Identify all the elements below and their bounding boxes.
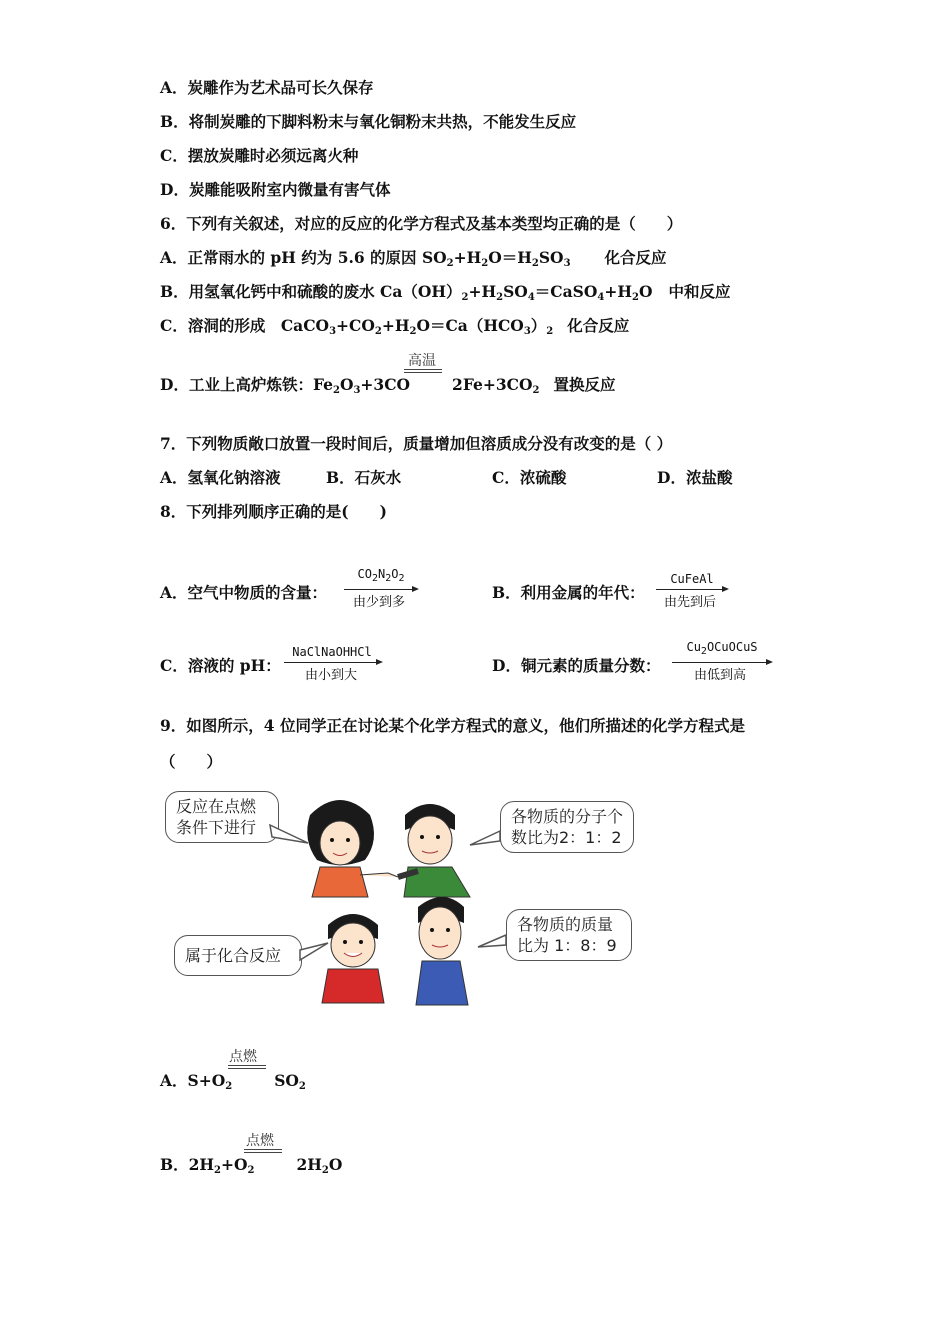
q9-illustration	[160, 785, 640, 1010]
q8-a-arrow-line	[344, 589, 414, 590]
boy-red-figure	[322, 914, 384, 1003]
q9-option-a: A．$S+O_2$ $SO_2$	[160, 1071, 306, 1092]
q6-option-d: D．工业上高炉炼铁：$Fe_2O_3+3CO$ $2Fe+3CO_2$ 置换反应	[160, 375, 616, 396]
q8-b-top: CuFeAl	[670, 572, 714, 586]
girl-figure	[307, 800, 398, 897]
q6-d-condition: 高温	[408, 353, 436, 369]
q8-option-c-label: C．溶液的 pH：	[160, 656, 281, 675]
q9-a-product: SO	[274, 1071, 299, 1090]
bubble-2-line-1: 各物质的分子个	[511, 807, 624, 826]
q6-b-type: 中和反应	[668, 282, 731, 301]
q7-stem: 7．下列物质敞口放置一段时间后，质量增加但溶质成分没有改变的是（ ）	[160, 434, 673, 453]
q6-d-label: D．工业上高炉炼铁：Fe	[160, 375, 333, 394]
q8-b-arrow-line	[656, 589, 724, 590]
q8-c-bottom: 由小到大	[304, 668, 357, 683]
bubble-4-line-2: 比为 1：8：9	[517, 936, 617, 955]
q9-b-condition: 点燃	[246, 1133, 274, 1149]
bubble-4-line-1: 各物质的质量	[517, 915, 614, 934]
q9-option-b: B．$2H_2+O_2$ $2H_2O$	[160, 1155, 343, 1176]
boy-green-figure	[398, 804, 470, 897]
q9-a-condition: 点燃	[229, 1049, 257, 1065]
q9-a-equals-sign	[228, 1065, 266, 1069]
bubble-2-line-2: 数比为2：1：2	[511, 828, 622, 847]
bubble-4-tail	[478, 935, 506, 947]
bubble-2-tail	[470, 831, 500, 845]
q8-d-top: $Cu_2OCuOCuS$	[686, 640, 758, 657]
man-blue-figure	[416, 897, 468, 1005]
q9-paren: （ ）	[160, 752, 223, 771]
q9-b-product: 2H	[296, 1155, 322, 1174]
q8-a-top: $CO_2N_2O_2$	[357, 567, 405, 584]
q9-b-equals-sign	[244, 1149, 282, 1153]
q8-d-arrow-line	[672, 662, 768, 663]
q6-option-a: A．正常雨水的 pH 约为 5.6 的原因 $SO_2+H_2O=H_2SO_3$ 化合反应	[160, 248, 667, 269]
students-drawing	[160, 785, 640, 1010]
bubble-1-tail	[270, 825, 308, 843]
bubble-3-text: 属于化合反应	[185, 946, 282, 965]
bubble-1-line-1: 反应在点燃	[176, 797, 257, 816]
q8-option-b-label: B．利用金属的年代：	[492, 583, 645, 602]
q8-stem: 8．下列排列顺序正确的是( )	[160, 502, 387, 521]
bubble-3-tail	[300, 943, 328, 960]
q6-c-type: 化合反应	[567, 316, 630, 335]
q7-option-d: D．浓盐酸	[657, 468, 733, 487]
q5-option-d: D．炭雕能吸附室内微量有害气体	[160, 180, 391, 199]
q6-option-b: B．用氢氧化钙中和硫酸的废水 $Ca(OH)_2+H_2SO_4=CaSO_4+H_2O$ 中和反应	[160, 282, 731, 303]
q7-option-c: C．浓硫酸	[492, 468, 567, 487]
q8-a-bottom: 由少到多	[352, 595, 405, 610]
q9-a-label: A．S+O	[160, 1071, 226, 1090]
q7-option-b: B．石灰水	[326, 468, 402, 487]
q9-b-label: B．2H	[160, 1155, 215, 1174]
q8-option-a-label: A．空气中物质的含量：	[160, 583, 328, 602]
q9-stem: 9．如图所示，4 位同学正在讨论某个化学方程式的意义，他们所描述的化学方程式是	[160, 716, 745, 735]
q8-d-bottom: 由低到高	[693, 668, 746, 683]
q7-option-a: A．氢氧化钠溶液	[160, 468, 281, 487]
q5-option-a: A．炭雕作为艺术品可长久保存	[160, 78, 374, 97]
q8-b-bottom: 由先到后	[663, 595, 716, 610]
q6-d-type: 置换反应	[553, 375, 616, 394]
q5-option-b: B．将制炭雕的下脚料粉末与氧化铜粉末共热，不能发生反应	[160, 112, 577, 131]
q6-option-c: C．溶洞的形成 $CaCO_3+CO_2+H_2O=Ca(HCO_3)_2$ 化合反应	[160, 316, 630, 337]
q6-c-label: C．溶洞的形成 CaCO	[160, 316, 330, 335]
q6-stem: 6．下列有关叙述，对应的反应的化学方程式及基本类型均正确的是（ ）	[160, 214, 683, 233]
q6-b-label: B．用氢氧化钙中和硫酸的废水 Ca（OH）	[160, 282, 462, 301]
q5-option-c: C．摆放炭雕时必须远离火种	[160, 146, 359, 165]
q8-c-top: NaClNaOHHCl	[292, 645, 372, 659]
q8-option-d-label: D．铜元素的质量分数：	[492, 656, 661, 675]
q6-d-equals-sign	[404, 369, 442, 373]
q6-a-label: A．正常雨水的 pH 约为 5.6 的原因 SO	[160, 248, 447, 267]
q8-c-arrow-line	[284, 662, 378, 663]
bubble-1-line-2: 条件下进行	[176, 818, 257, 837]
q6-a-type: 化合反应	[604, 248, 667, 267]
